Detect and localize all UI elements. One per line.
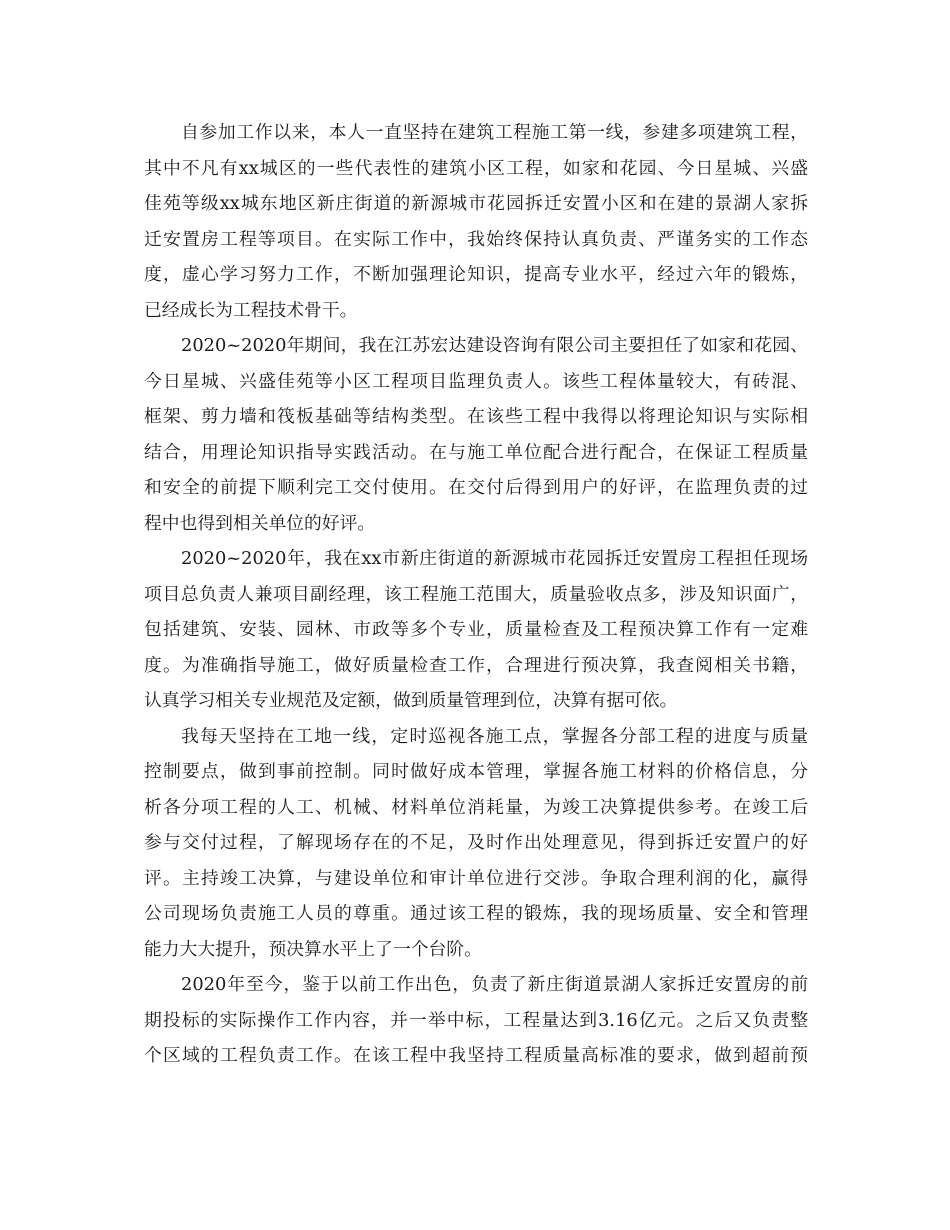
paragraph-line: 自参加工作以来，本人一直坚持在建筑工程施工第一线，参建多项建筑工程， (181, 122, 808, 143)
document-body (144, 115, 808, 1074)
paragraph-line: 其中不凡有xx城区的一些代表性的建筑小区工程，如家和花园、今日星城、兴盛 (144, 157, 808, 179)
paragraph-line: 析各分项工程的人工、机械、材料单位消耗量，为竣工决算提供参考。在竣工后 (144, 796, 808, 818)
paragraph-line: 评。主持竣工决算，与建设单位和审计单位进行交涉。争取合理利润的化，赢得 (144, 867, 808, 889)
paragraph-line: 今日星城、兴盛佳苑等小区工程项目监理负责人。该些工程体量较大，有砖混、 (144, 370, 808, 392)
paragraph-1 (144, 115, 808, 328)
paragraph-line: 能力大大提升，预决算水平上了一个台阶。 (144, 938, 482, 960)
paragraph-line: 包括建筑、安装、园林、市政等多个专业，质量检查及工程预决算工作有一定难 (144, 619, 808, 640)
paragraph-2 (144, 328, 808, 541)
paragraph-line: 框架、剪力墙和筏板基础等结构类型。在该些工程中我得以将理论知识与实际相 (144, 406, 808, 427)
paragraph-line: 度。为准确指导施工，做好质量检查工作，合理进行预决算，我查阅相关书籍， (144, 654, 808, 676)
paragraph-line: 度，虚心学习努力工作，不断加强理论知识，提高专业水平，经过六年的锻炼， (144, 264, 808, 285)
paragraph-line: 程中也得到相关单位的好评。 (144, 512, 376, 534)
paragraph-line: 个区域的工程负责工作。在该工程中我坚持工程质量高标准的要求，做到超前预 (144, 1045, 808, 1066)
paragraph-4 (144, 719, 808, 968)
paragraph-line: 结合，用理论知识指导实践活动。在与施工单位配合进行配合，在保证工程质量 (144, 441, 808, 463)
paragraph-line: 和安全的前提下顺利完工交付使用。在交付后得到用户的好评，在监理负责的过 (144, 477, 808, 498)
paragraph-line: 公司现场负责施工人员的尊重。通过该工程的锻炼，我的现场质量、安全和管理 (144, 903, 808, 924)
paragraph-line: 迁安置房工程等项目。在实际工作中，我始终保持认真负责、严谨务实的工作态 (144, 228, 808, 250)
paragraph-line: 参与交付过程，了解现场存在的不足，及时作出处理意见，得到拆迁安置户的好 (144, 832, 808, 853)
paragraph-line: 控制要点，做到事前控制。同时做好成本管理，掌握各施工材料的价格信息，分 (144, 761, 808, 782)
paragraph-line: 已经成长为工程技术骨干。 (144, 299, 358, 321)
paragraph-line: 2020年至今，鉴于以前工作出色，负责了新庄街道景湖人家拆迁安置房的前 (181, 974, 808, 995)
paragraph-line: 2020~2020年期间，我在江苏宏达建设咨询有限公司主要担任了如家和花园、 (181, 335, 808, 356)
paragraph-line: 2020~2020年，我在xx市新庄街道的新源城市花园拆迁安置房工程担任现场 (181, 548, 808, 569)
paragraph-line: 期投标的实际操作工作内容，并一举中标，工程量达到3.16亿元。之后又负责整 (144, 1009, 808, 1031)
paragraph-3 (144, 541, 808, 719)
paragraph-line: 我每天坚持在工地一线，定时巡视各施工点，掌握各分部工程的进度与质量 (181, 725, 808, 747)
paragraph-line: 项目总负责人兼项目副经理，该工程施工范围大，质量验收点多，涉及知识面广， (144, 583, 808, 605)
paragraph-line: 认真学习相关专业规范及定额，做到质量管理到位，决算有据可依。 (144, 690, 678, 711)
paragraph-line: 佳苑等级xx城东地区新庄街道的新源城市花园拆迁安置小区和在建的景湖人家拆 (144, 193, 808, 214)
paragraph-5 (144, 967, 808, 1074)
